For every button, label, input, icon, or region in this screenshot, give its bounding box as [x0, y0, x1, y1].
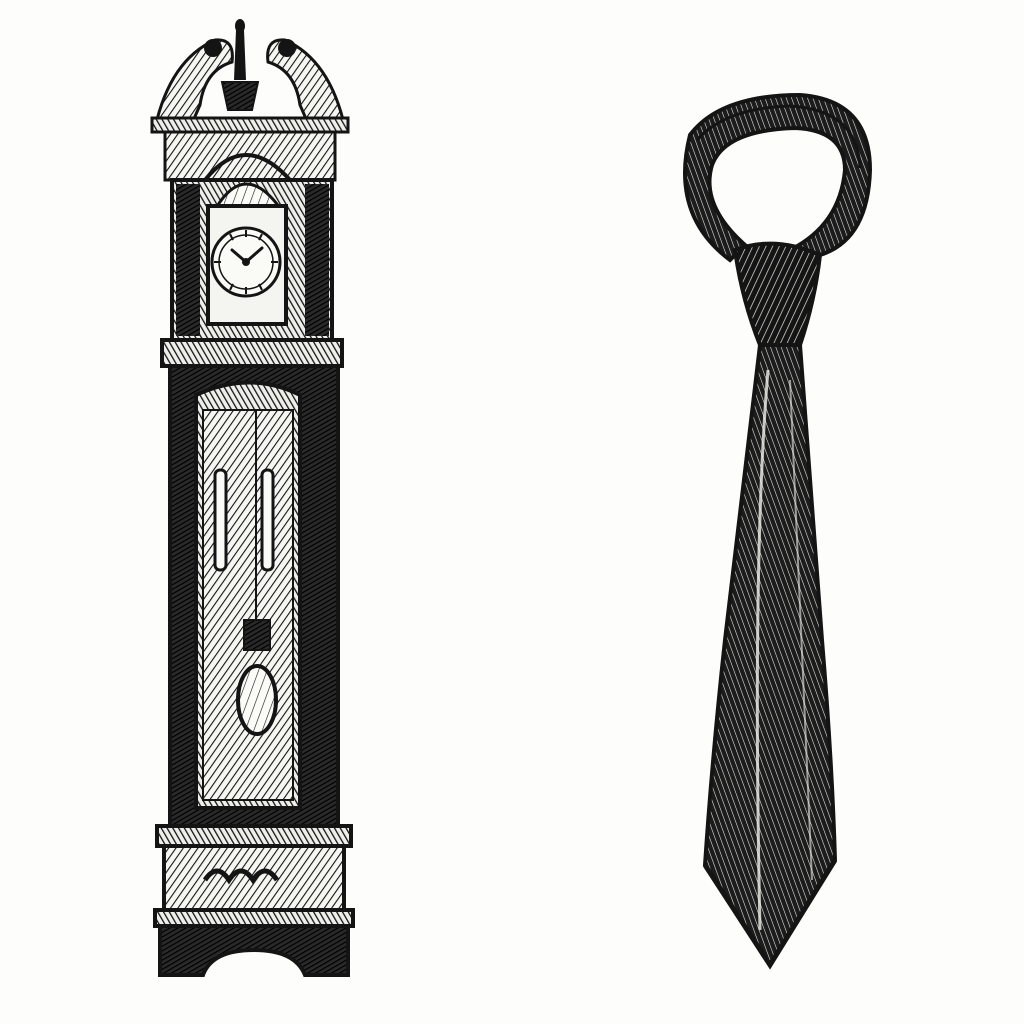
clock-base	[155, 826, 353, 975]
tie-loop	[685, 95, 870, 260]
clock-trunk	[170, 366, 338, 826]
clock-waist-molding	[162, 340, 342, 366]
clock-bonnet	[152, 19, 348, 180]
clock-face	[212, 228, 280, 296]
necktie-icon	[685, 95, 870, 965]
grandfather-clock-icon	[152, 19, 353, 975]
tie-knot	[735, 244, 820, 345]
tie-blade	[705, 345, 835, 965]
